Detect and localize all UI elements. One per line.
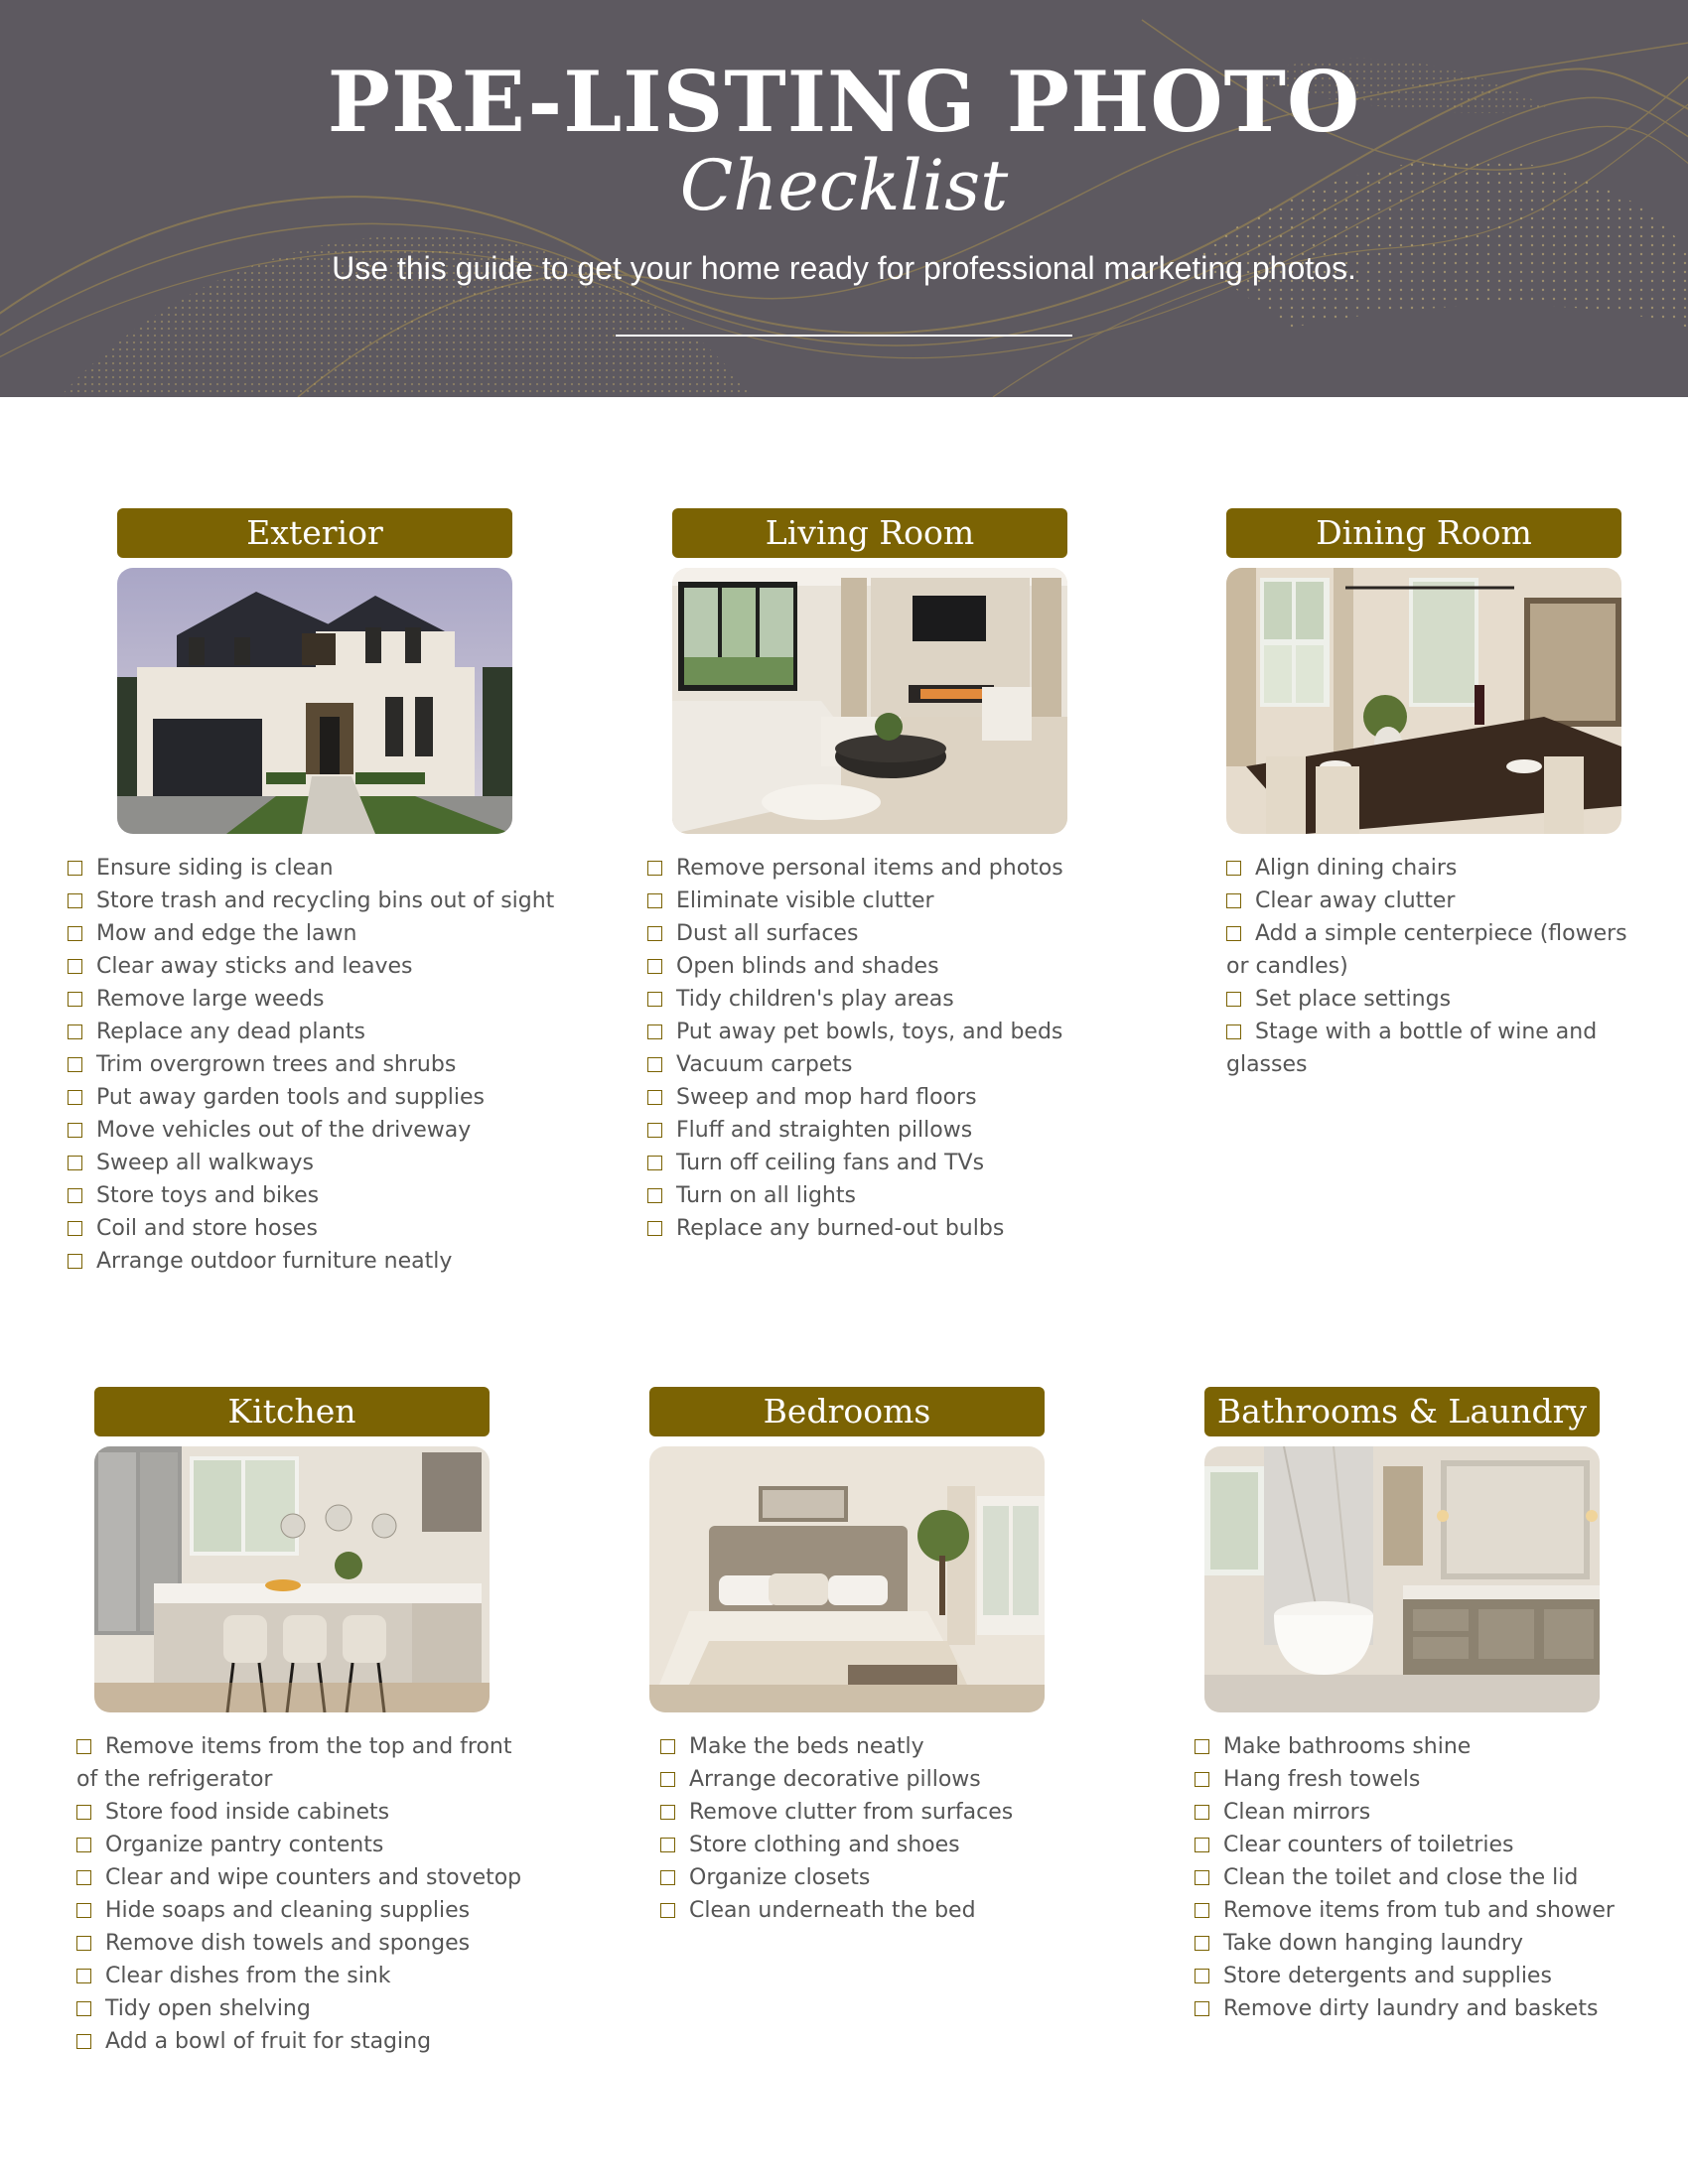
checklist-item-label: Store food inside cabinets bbox=[105, 1800, 390, 1825]
checkbox[interactable] bbox=[660, 1739, 675, 1754]
checklist-item-label: Remove large weeds bbox=[96, 987, 325, 1012]
checklist-item-label: Tidy children's play areas bbox=[676, 987, 954, 1012]
checklist-item[interactable] bbox=[1195, 1927, 1671, 1960]
checklist-item[interactable] bbox=[1226, 1016, 1643, 1081]
checklist-item-label: Clean the toilet and close the lid bbox=[1223, 1865, 1579, 1890]
checklist-item[interactable] bbox=[1195, 1829, 1671, 1861]
checklist-item[interactable] bbox=[647, 950, 1164, 983]
checklist-item-label: Remove items from tub and shower bbox=[1223, 1898, 1615, 1923]
checklist-item[interactable] bbox=[1195, 1861, 1671, 1894]
checklist-item[interactable] bbox=[76, 1861, 523, 1894]
checkbox[interactable] bbox=[76, 2001, 91, 2016]
checklist-item-label: Vacuum carpets bbox=[676, 1052, 853, 1077]
checklist-item-label: Sweep and mop hard floors bbox=[676, 1085, 977, 1110]
checkbox[interactable] bbox=[76, 1969, 91, 1983]
checklist-item-label: Remove clutter from surfaces bbox=[689, 1800, 1014, 1825]
checkbox[interactable] bbox=[1195, 1772, 1209, 1787]
checkbox[interactable] bbox=[76, 1805, 91, 1820]
checkbox[interactable] bbox=[68, 1123, 82, 1138]
checklist-item[interactable] bbox=[76, 1927, 523, 1960]
checkbox[interactable] bbox=[647, 1123, 662, 1138]
checkbox[interactable] bbox=[68, 1057, 82, 1072]
checkbox[interactable] bbox=[660, 1772, 675, 1787]
checklist-item-label: Fluff and straighten pillows bbox=[676, 1118, 973, 1143]
header-banner bbox=[0, 0, 1688, 397]
checklist-item-label: Store toys and bikes bbox=[96, 1183, 320, 1208]
checklist-item[interactable] bbox=[1195, 1730, 1671, 1763]
checklist-item-label: Store clothing and shoes bbox=[689, 1833, 960, 1857]
section-title-living-room: Living Room bbox=[672, 508, 1067, 558]
checkbox[interactable] bbox=[1195, 2001, 1209, 2016]
checkbox[interactable] bbox=[660, 1870, 675, 1885]
section-title-dining-room: Dining Room bbox=[1226, 508, 1621, 558]
checklist-item-label: Clear dishes from the sink bbox=[105, 1964, 391, 1988]
checklist-item[interactable] bbox=[647, 1179, 1164, 1212]
checkbox[interactable] bbox=[660, 1903, 675, 1918]
checkbox[interactable] bbox=[647, 959, 662, 974]
checklist-item-label: Clean mirrors bbox=[1223, 1800, 1371, 1825]
checklist-item-label: Clean underneath the bed bbox=[689, 1898, 976, 1923]
checkbox[interactable] bbox=[647, 1057, 662, 1072]
checkbox[interactable] bbox=[1226, 1024, 1241, 1039]
living-room-photo bbox=[672, 568, 1067, 834]
checkbox[interactable] bbox=[1226, 861, 1241, 876]
checklist-item[interactable] bbox=[1195, 1796, 1671, 1829]
checkbox[interactable] bbox=[76, 1936, 91, 1951]
checklist-item[interactable] bbox=[647, 1212, 1164, 1245]
checklist-item-label: Organize closets bbox=[689, 1865, 871, 1890]
checklist-item[interactable] bbox=[647, 1048, 1164, 1081]
section-title-kitchen: Kitchen bbox=[94, 1387, 490, 1436]
checklist-item[interactable] bbox=[76, 1992, 523, 2025]
house-exterior-photo bbox=[117, 568, 512, 834]
checklist-bedrooms bbox=[660, 1730, 1137, 1927]
checklist-item-label: Remove dirty laundry and baskets bbox=[1223, 1996, 1599, 2021]
checklist-item[interactable] bbox=[1226, 852, 1643, 885]
checkbox[interactable] bbox=[68, 1090, 82, 1105]
page-tagline: Use this guide to get your home ready for professional marketing photos. bbox=[332, 250, 1356, 286]
checklist-exterior bbox=[68, 852, 584, 1278]
checklist-item[interactable] bbox=[647, 1114, 1164, 1147]
checklist-item-label: Put away pet bowls, toys, and beds bbox=[676, 1020, 1063, 1044]
checklist-item[interactable] bbox=[76, 1894, 523, 1927]
checkbox[interactable] bbox=[647, 926, 662, 941]
dining-room-photo bbox=[1226, 568, 1621, 834]
checklist-item[interactable] bbox=[1226, 983, 1643, 1016]
checklist-item-label: Make the beds neatly bbox=[689, 1734, 924, 1759]
checkbox[interactable] bbox=[76, 2034, 91, 2049]
checkbox[interactable] bbox=[76, 1838, 91, 1852]
checkbox[interactable] bbox=[68, 926, 82, 941]
checklist-item[interactable] bbox=[68, 917, 584, 950]
checklist-item[interactable] bbox=[68, 1147, 584, 1179]
checklist-item-label: Remove personal items and photos bbox=[676, 856, 1063, 881]
checklist-item[interactable] bbox=[660, 1796, 1137, 1829]
checkbox[interactable] bbox=[1195, 1969, 1209, 1983]
checklist-item[interactable] bbox=[1195, 1960, 1671, 1992]
page-title: PRE-LISTING PHOTO bbox=[327, 53, 1361, 151]
checklist-item-label: Clear away clutter bbox=[1255, 888, 1456, 913]
checkbox[interactable] bbox=[660, 1838, 675, 1852]
checkbox[interactable] bbox=[68, 1254, 82, 1269]
checkbox[interactable] bbox=[647, 1024, 662, 1039]
checklist-item-label: Add a bowl of fruit for staging bbox=[105, 2029, 432, 2054]
checkbox[interactable] bbox=[68, 1156, 82, 1170]
checklist-item[interactable] bbox=[68, 1212, 584, 1245]
checkbox[interactable] bbox=[647, 1188, 662, 1203]
checklist-item[interactable] bbox=[68, 1114, 584, 1147]
checklist-item[interactable] bbox=[647, 1081, 1164, 1114]
checkbox[interactable] bbox=[1195, 1903, 1209, 1918]
checkbox[interactable] bbox=[647, 1156, 662, 1170]
checklist-item[interactable] bbox=[68, 852, 584, 885]
checklist-item-label: Replace any dead plants bbox=[96, 1020, 365, 1044]
checkbox[interactable] bbox=[1226, 893, 1241, 908]
checkbox[interactable] bbox=[68, 1221, 82, 1236]
checkbox[interactable] bbox=[1195, 1870, 1209, 1885]
checklist-item[interactable] bbox=[647, 1147, 1164, 1179]
checklist-item-label: Mow and edge the lawn bbox=[96, 921, 357, 946]
checklist-item[interactable] bbox=[76, 1796, 523, 1829]
checklist-item-label: Take down hanging laundry bbox=[1223, 1931, 1523, 1956]
checkbox[interactable] bbox=[660, 1805, 675, 1820]
checklist-item[interactable] bbox=[1226, 917, 1643, 983]
checklist-item-label: Move vehicles out of the driveway bbox=[96, 1118, 472, 1143]
checklist-item-label: Tidy open shelving bbox=[105, 1996, 311, 2021]
checkbox[interactable] bbox=[68, 959, 82, 974]
checklist-item-label: Clear and wipe counters and stovetop bbox=[105, 1865, 522, 1890]
checklist-item[interactable] bbox=[68, 1016, 584, 1048]
checklist-item[interactable] bbox=[660, 1763, 1137, 1796]
checkbox[interactable] bbox=[647, 1090, 662, 1105]
checklist-item[interactable] bbox=[647, 852, 1164, 885]
checklist-kitchen bbox=[76, 1730, 523, 2058]
checklist-item-label: Ensure siding is clean bbox=[96, 856, 334, 881]
checkbox[interactable] bbox=[647, 893, 662, 908]
checkbox[interactable] bbox=[647, 992, 662, 1007]
checklist-item-label: Eliminate visible clutter bbox=[676, 888, 934, 913]
checkbox[interactable] bbox=[1226, 926, 1241, 941]
checklist-item[interactable] bbox=[68, 1245, 584, 1278]
checkbox[interactable] bbox=[647, 861, 662, 876]
page-subtitle: Checklist bbox=[679, 145, 1009, 226]
checklist-item[interactable] bbox=[647, 917, 1164, 950]
checklist-item-label: Stage with a bottle of wine and glasses bbox=[1226, 1020, 1598, 1077]
checklist-item-label: Arrange decorative pillows bbox=[689, 1767, 981, 1792]
checklist-item-label: Make bathrooms shine bbox=[1223, 1734, 1472, 1759]
checklist-item[interactable] bbox=[68, 1081, 584, 1114]
checklist-item[interactable] bbox=[660, 1861, 1137, 1894]
checklist-item[interactable] bbox=[68, 885, 584, 917]
checkbox[interactable] bbox=[1195, 1936, 1209, 1951]
checklist-item-label: Hang fresh towels bbox=[1223, 1767, 1421, 1792]
checkbox[interactable] bbox=[76, 1870, 91, 1885]
checkbox[interactable] bbox=[76, 1739, 91, 1754]
checkbox[interactable] bbox=[68, 1188, 82, 1203]
checklist-item-label: Set place settings bbox=[1255, 987, 1452, 1012]
checklist-item-label: Open blinds and shades bbox=[676, 954, 939, 979]
checklist-item-label: Store detergents and supplies bbox=[1223, 1964, 1552, 1988]
bedroom-photo bbox=[649, 1446, 1045, 1712]
checklist-item-label: Replace any burned-out bulbs bbox=[676, 1216, 1005, 1241]
checkbox[interactable] bbox=[647, 1221, 662, 1236]
checklist-item[interactable] bbox=[1195, 1992, 1671, 2025]
checklist-item-label: Dust all surfaces bbox=[676, 921, 859, 946]
checklist-item-label: Store trash and recycling bins out of sight bbox=[96, 888, 555, 913]
section-title-bedrooms: Bedrooms bbox=[649, 1387, 1045, 1436]
checkbox[interactable] bbox=[1226, 992, 1241, 1007]
checklist-item[interactable] bbox=[1195, 1763, 1671, 1796]
checklist-bathrooms-laundry bbox=[1195, 1730, 1671, 2025]
checklist-item[interactable] bbox=[647, 983, 1164, 1016]
checkbox[interactable] bbox=[1195, 1805, 1209, 1820]
checklist-item-label: Clear away sticks and leaves bbox=[96, 954, 413, 979]
kitchen-photo bbox=[94, 1446, 490, 1712]
section-title-bathrooms-laundry: Bathrooms & Laundry bbox=[1204, 1387, 1600, 1436]
checklist-item[interactable] bbox=[660, 1894, 1137, 1927]
checklist-item[interactable] bbox=[68, 1048, 584, 1081]
checklist-item-label: Organize pantry contents bbox=[105, 1833, 384, 1857]
checklist-item[interactable] bbox=[68, 1179, 584, 1212]
checkbox[interactable] bbox=[68, 893, 82, 908]
checklist-dining-room bbox=[1226, 852, 1643, 1081]
checkbox[interactable] bbox=[1195, 1739, 1209, 1754]
checklist-item[interactable] bbox=[647, 1016, 1164, 1048]
checklist-item-label: Trim overgrown trees and shrubs bbox=[96, 1052, 457, 1077]
checklist-item[interactable] bbox=[68, 950, 584, 983]
checklist-item[interactable] bbox=[76, 2025, 523, 2058]
bathroom-photo bbox=[1204, 1446, 1600, 1712]
checkbox[interactable] bbox=[68, 992, 82, 1007]
checklist-item[interactable] bbox=[647, 885, 1164, 917]
checklist-item[interactable] bbox=[76, 1829, 523, 1861]
checklist-item-label: Remove items from the top and front of the refrigerator bbox=[76, 1734, 512, 1792]
checklist-item-label: Turn on all lights bbox=[676, 1183, 856, 1208]
checklist-item[interactable] bbox=[76, 1730, 523, 1796]
checklist-living-room bbox=[647, 852, 1164, 1245]
checkbox[interactable] bbox=[68, 861, 82, 876]
checkbox[interactable] bbox=[1195, 1838, 1209, 1852]
checkbox[interactable] bbox=[76, 1903, 91, 1918]
checklist-item[interactable] bbox=[1226, 885, 1643, 917]
checklist-item-label: Clear counters of toiletries bbox=[1223, 1833, 1514, 1857]
checklist-item[interactable] bbox=[1195, 1894, 1671, 1927]
checklist-item-label: Align dining chairs bbox=[1255, 856, 1458, 881]
checklist-item-label: Remove dish towels and sponges bbox=[105, 1931, 471, 1956]
checklist-item-label: Put away garden tools and supplies bbox=[96, 1085, 486, 1110]
checklist-item[interactable] bbox=[660, 1829, 1137, 1861]
checklist-item-label: Arrange outdoor furniture neatly bbox=[96, 1249, 453, 1274]
checklist-item-label: Turn off ceiling fans and TVs bbox=[676, 1151, 985, 1175]
checklist-item[interactable] bbox=[660, 1730, 1137, 1763]
header-divider bbox=[616, 335, 1072, 337]
checkbox[interactable] bbox=[68, 1024, 82, 1039]
checklist-item[interactable] bbox=[68, 983, 584, 1016]
checklist-item-label: Hide soaps and cleaning supplies bbox=[105, 1898, 471, 1923]
checklist-item-label: Add a simple centerpiece (flowers or candles) bbox=[1226, 921, 1627, 979]
checklist-item[interactable] bbox=[76, 1960, 523, 1992]
checklist-item-label: Coil and store hoses bbox=[96, 1216, 318, 1241]
section-title-exterior: Exterior bbox=[117, 508, 512, 558]
checklist-item-label: Sweep all walkways bbox=[96, 1151, 314, 1175]
